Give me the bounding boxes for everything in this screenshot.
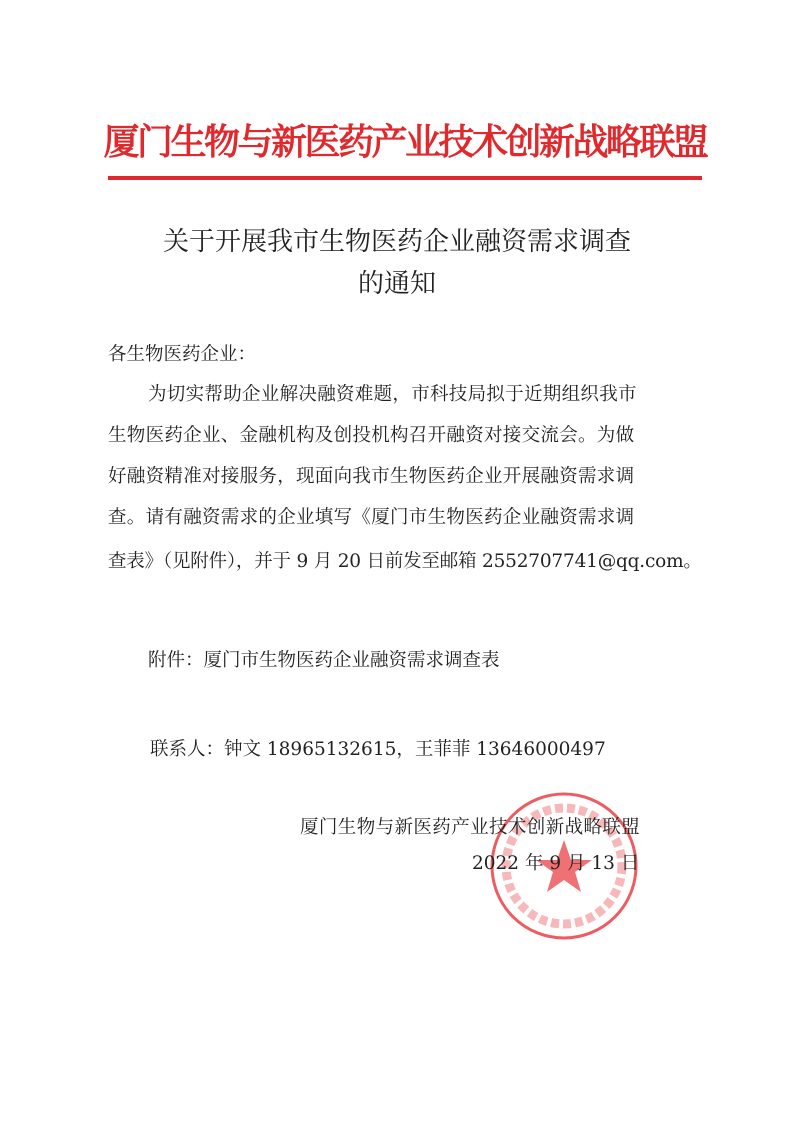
body-line: 查表》（见附件），并于 9 月 20 日前发至邮箱 2552707741@qq.com。 [108,551,702,572]
body-line: 为切实帮助企业解决融资难题，市科技局拟于近期组织我市 [148,384,637,405]
document-title-line1: 关于开展我市生物医药企业融资需求调查 [162,227,631,257]
signature-date: 2022 年 9 月 13 日 [472,853,640,874]
document-title-line2: 的通知 [357,269,436,299]
letterhead-divider [108,176,702,180]
letterhead-organization: 厦门生物与新医药产业技术创新战略联盟 [103,122,707,163]
body-line: 查。请有融资需求的企业填写《厦门市生物医药企业融资需求调 [108,507,635,528]
body-line: 生物医药企业、金融机构及创投机构召开融资对接交流会。为做 [108,425,635,446]
salutation: 各生物医药企业： [108,344,257,365]
body-line: 好融资精准对接服务，现面向我市生物医药企业开展融资需求调 [108,466,635,487]
attachment-note: 附件：厦门市生物医药企业融资需求调查表 [148,650,500,671]
signature-organization: 厦门生物与新医药产业技术创新战略联盟 [300,817,641,838]
contact-info: 联系人：钟文 18965132615，王菲菲 13646000497 [150,739,606,760]
